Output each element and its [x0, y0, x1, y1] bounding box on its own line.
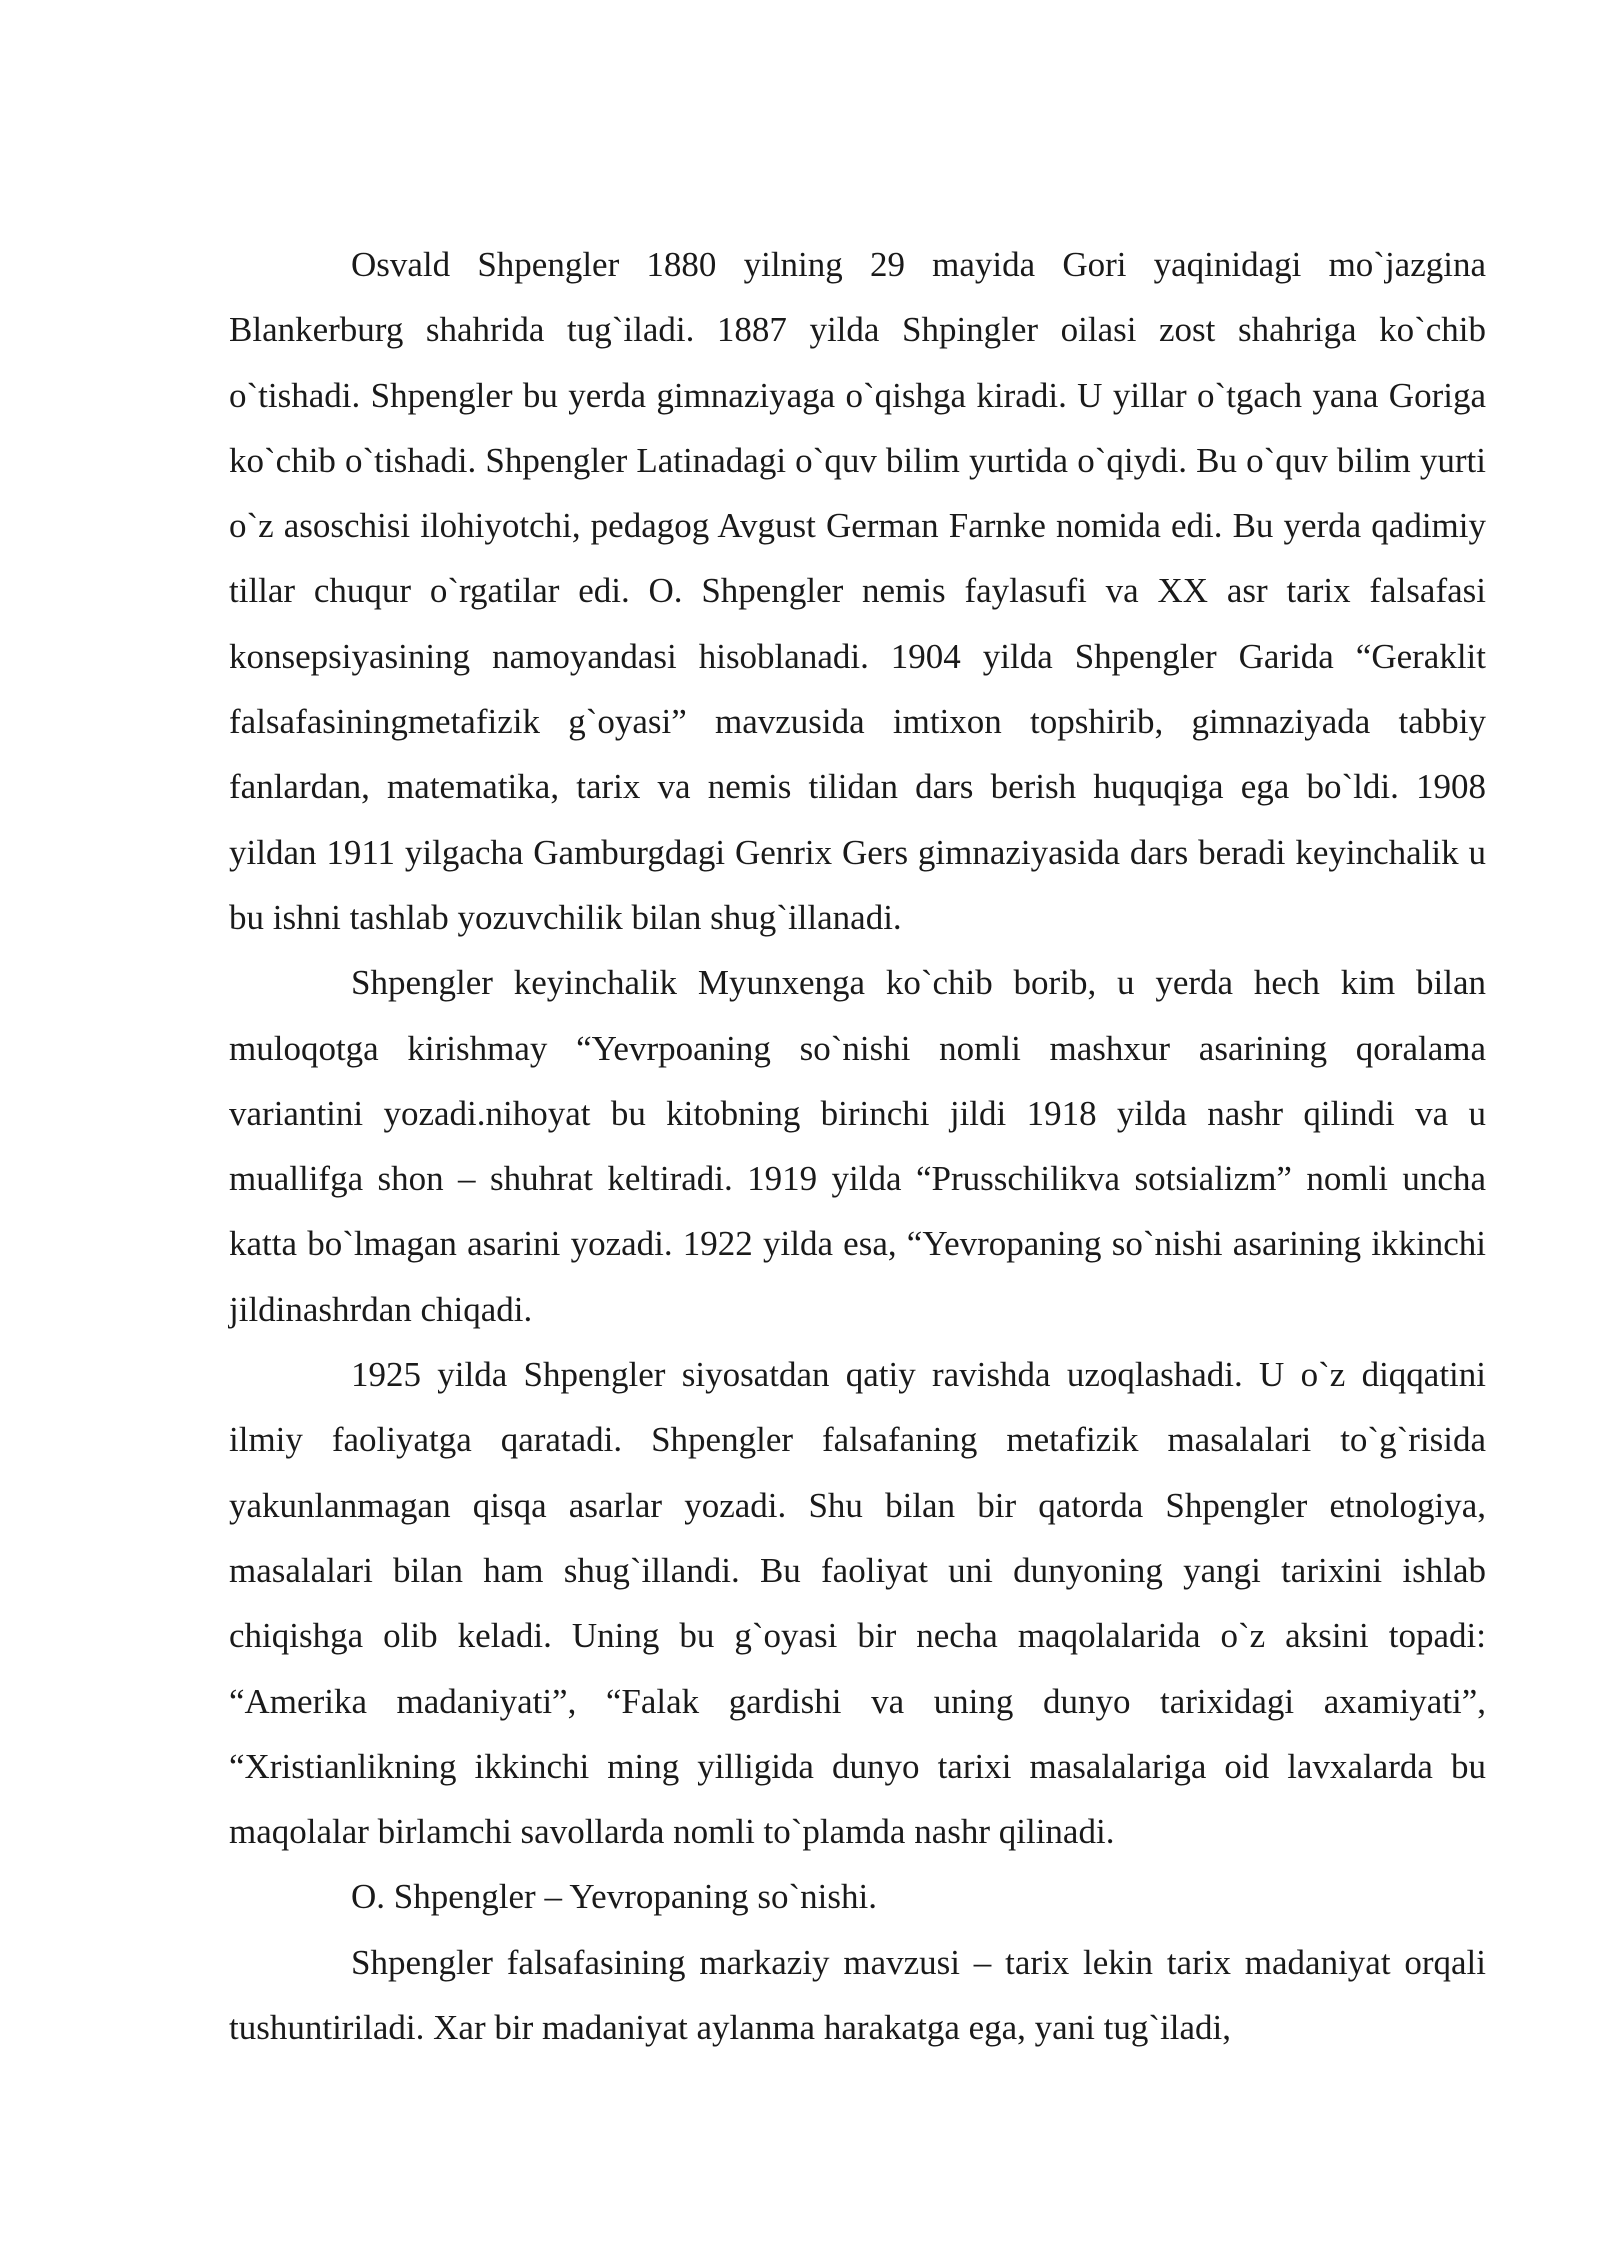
paragraph-heading-line: O. Shpengler – Yevropaning so`nishi.: [351, 1877, 877, 1917]
paragraph-1925: 1925 yilda Shpengler siyosatdan qatiy ravishda uzoqlashadi. U o`z diqqatini ilmiy faoliyatga qaratadi. Shpengler falsafaning metafizik masalalari to`g`risida yakunlanmagan qisqa asarlar yozadi. Shu bilan bir qatorda Shpengler etnologiya, masalalari bilan ham shug`illandi. Bu faoliyat uni dunyoning yangi tarixini ishlab chiqishga olib keladi. Uning bu g`oyasi bir necha maqolalarida o`z aksini topadi: “Amerika madaniyati”, “Falak gardishi va uning dunyo tarixidagi axamiyati”, “Xristianlikning ikkinchi ming yilligida dunyo tarixi masalalariga oid lavxalarda bu maqolalar birlamchi savollarda nomli to`plamda nashr qilinadi.: [229, 1355, 1486, 1852]
paragraph-philosophy: Shpengler falsafasining markaziy mavzusi – tarix lekin tarix madaniyat orqali tushuntiriladi. Xar bir madaniyat aylanma harakatga ega, yani tug`iladi,: [229, 1942, 1486, 2048]
document-body: [229, 232, 1486, 2060]
paragraph-biography: Osvald Shpengler 1880 yilning 29 mayida Gori yaqinidagi mo`jazgina Blankerburg shahrida tug`iladi. 1887 yilda Shpingler oilasi zost shahriga ko`chib o`tishadi. Shpengler bu yerda gimnaziyaga o`qishga kiradi. U yillar o`tgach yana Goriga ko`chib o`tishadi. Shpengler Latinadagi o`quv bilim yurtida o`qiydi. Bu o`quv bilim yurti o`z asoschisi ilohiyotchi, pedagog Avgust German Farnke nomida edi. Bu yerda qadimiy tillar chuqur o`rgatilar edi. O. Shpengler nemis faylasufi va XX asr tarix falsafasi konsepsiyasining namoyandasi hisoblanadi. 1904 yilda Shpengler Garida “Geraklit falsafasiningmetafizik g`oyasi” mavzusida imtixon topshirib, gimnaziyada tabbiy fanlardan, matematika, tarix va nemis tilidan dars berish huquqiga ega bo`ldi. 1908 yildan 1911 yilgacha Gamburgdagi Genrix Gers gimnaziyasida dars beradi keyinchalik u bu ishni tashlab yozuvchilik bilan shug`illanadi.: [229, 245, 1486, 937]
paragraph-munich: Shpengler keyinchalik Myunxenga ko`chib borib, u yerda hech kim bilan muloqotga kirishmay “Yevrpoaning so`nishi nomli mashxur asarining qoralama variantini yozadi.nihoyat bu kitobning birinchi jildi 1918 yilda nashr qilindi va u muallifga shon – shuhrat keltiradi. 1919 yilda “Prusschilikva sotsializm” nomli uncha katta bo`lmagan asarini yozadi. 1922 yilda esa, “Yevropaning so`nishi asarining ikkinchi jildinashrdan chiqadi.: [229, 963, 1486, 1329]
